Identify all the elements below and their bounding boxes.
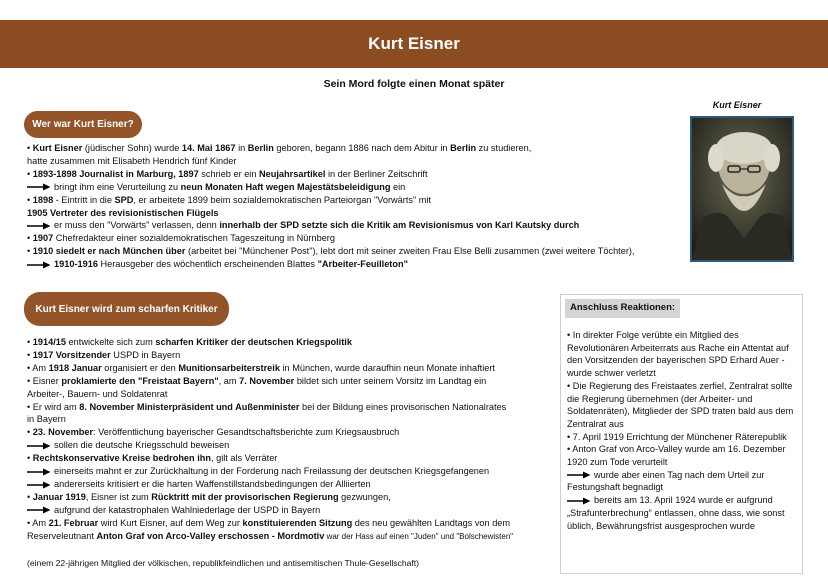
text-fragment: , am: [218, 375, 240, 386]
text-fragment: Berlin: [450, 143, 477, 153]
text-fragment: wurde aber einen Tag nach dem Urteil zur Festungshaft begnadigt: [567, 469, 765, 493]
portrait-caption: Kurt Eisner: [712, 100, 762, 110]
reactions-panel: [560, 294, 803, 574]
text-line: [27, 452, 575, 465]
text-fragment: innerhalb der SPD setzte sich die Kritik am Revisionismus von Karl Kautsky durch: [219, 220, 580, 231]
text-fragment: - Eintritt in die: [53, 194, 115, 205]
text-fragment: , gilt als Verräter: [210, 453, 278, 464]
page-subtitle: Sein Mord folgte einen Monat später: [323, 78, 505, 90]
text-fragment: 21. Februar: [48, 517, 99, 528]
text-fragment: andererseits kritisiert er die harten Waffenstillstandsbedingungen der Alliierten: [54, 478, 371, 489]
reactions-heading: Anschluss Reaktionen:: [565, 299, 680, 318]
text-fragment: , Eisner ist zum: [85, 491, 152, 502]
text-fragment: (jüdischer Sohn) wurde: [82, 143, 182, 153]
text-fragment: scharfen Kritiker der deutschen Kriegspolitik: [155, 337, 352, 347]
portrait-photo: [692, 118, 792, 260]
text-line: [27, 194, 699, 207]
text-line: [567, 469, 797, 494]
text-fragment: • In direkter Folge verübte ein Mitglied des Revolutionären Arbeiterrats aus Rache ein Attentat auf den Vorsitzenden der bayerischen SPD Erhard Auer - wurde schwer verletzt: [567, 330, 789, 379]
text-fragment: • Er wird am: [27, 401, 80, 412]
arrow-right-icon: [27, 222, 51, 230]
text-line: [27, 245, 699, 258]
text-fragment: bei der Bildung eines provisorischen Nationalrates: [299, 401, 507, 412]
text-line: [27, 517, 575, 530]
text-fragment: 1914/15: [32, 337, 66, 347]
text-line: [27, 478, 575, 491]
text-line: [27, 465, 575, 478]
text-fragment: konstituierenden Sitzung: [242, 517, 353, 528]
text-line: [27, 155, 699, 168]
text-fragment: 1907: [32, 233, 54, 244]
text-fragment: • Anton Graf von Arco-Valley wurde am 16. Dezember 1920 zum Tode verurteilt: [567, 444, 786, 468]
text-fragment: Chefredakteur einer sozialdemokratischen Tageszeitung in Nürnberg: [53, 233, 335, 244]
text-fragment: in: [235, 143, 248, 153]
text-fragment: hatte zusammen mit Elisabeth Hendrich fünf Kinder: [27, 155, 237, 166]
text-line: [567, 494, 797, 532]
text-fragment: SPD: [114, 194, 134, 205]
text-fragment: einerseits mahnt er zur Zurückhaltung in der Forderung nach Freilassung der deutschen Kriegsgefangenen: [54, 466, 490, 477]
text-fragment: •: [27, 427, 33, 438]
text-fragment: 1918 Januar: [48, 362, 102, 373]
text-line: [567, 443, 797, 468]
arrow-right-icon: [27, 261, 51, 269]
text-fragment: • 7. April 1919 Errichtung der Münchener Räterepublik: [567, 431, 787, 442]
text-fragment: •: [27, 168, 33, 179]
text-line: [567, 329, 797, 380]
text-line: [27, 349, 575, 362]
section-heading-who: Wer war Kurt Eisner?: [24, 111, 142, 138]
text-fragment: 14. Mai 1867: [181, 143, 236, 153]
text-line: [27, 336, 575, 349]
text-line: [27, 181, 699, 194]
text-fragment: Herausgeber des wöchentlich erscheinenden Blattes: [97, 259, 318, 270]
text-line: [27, 491, 575, 504]
section-who-text: [27, 142, 699, 271]
text-fragment: 1917 Vorsitzender: [32, 349, 111, 360]
text-fragment: in der Berliner Zeitschrift: [325, 168, 428, 179]
text-fragment: Munitionsarbeiterstreik: [178, 362, 280, 373]
text-fragment: er muss den "Vorwärts" verlassen, denn: [54, 220, 220, 231]
text-fragment: : Veröffentlichung bayerischer Gesandtschaftsberichte zum Kriegsausbruch: [93, 427, 400, 438]
text-fragment: •: [27, 491, 33, 502]
text-fragment: war der Hass auf einen "Juden" und "Bolschewisten": [324, 531, 514, 541]
text-fragment: bereits am 13. April 1924 wurde er aufgrund „Strafunterbrechung“ entlassen, ohne dass, wie sonst üblich, Bewährungsfrist ausgesprochen wurde: [567, 495, 785, 531]
text-fragment: in Bayern: [27, 414, 66, 425]
portrait-image: [690, 116, 794, 262]
text-line: [27, 426, 575, 439]
text-line: [27, 413, 575, 426]
text-fragment: bildet sich unter seinem Vorsitz im Landtag ein: [294, 375, 487, 386]
text-fragment: Kurt Eisner: [32, 143, 83, 153]
text-fragment: • Am: [27, 517, 49, 528]
text-fragment: Arbeiter-, Bauern- und Soldatenrat: [27, 388, 168, 399]
text-fragment: Anton Graf von Arco-Valley erschossen -: [96, 530, 278, 541]
text-fragment: 1898: [32, 194, 54, 205]
text-fragment: •: [27, 453, 33, 464]
text-line: [27, 168, 699, 181]
text-line: [27, 258, 699, 271]
arrow-right-icon: [27, 481, 51, 489]
text-fragment: Rücktritt mit der provisorischen Regierung: [151, 491, 339, 502]
text-fragment: • Am: [27, 362, 49, 373]
reactions-text: [567, 329, 797, 532]
text-line: [27, 142, 699, 155]
text-fragment: bringt ihm eine Verurteilung zu: [54, 181, 181, 192]
text-fragment: wird Kurt Eisner, auf dem Weg zur: [98, 517, 243, 528]
text-fragment: •: [27, 194, 33, 205]
text-fragment: geboren, begann 1886 nach dem Abitur in: [273, 143, 451, 153]
text-fragment: , er arbeitete 1899 beim sozialdemokratischen Parteiorgan "Vorwärts" mit: [133, 194, 432, 205]
arrow-right-icon: [567, 497, 591, 505]
text-fragment: 1910-1916: [54, 259, 98, 270]
text-fragment: "Arbeiter-Feuilleton": [317, 259, 408, 270]
text-line: [27, 375, 575, 388]
text-fragment: •: [27, 349, 33, 360]
text-fragment: Januar 1919: [32, 491, 86, 502]
text-line: [27, 504, 575, 517]
text-fragment: USPD in Bayern: [110, 349, 181, 360]
text-fragment: 7. November: [239, 375, 295, 386]
text-fragment: •: [27, 246, 33, 257]
text-fragment: aufgrund der katastrophalen Wahlniederlage der USPD in Bayern: [54, 504, 321, 515]
arrow-right-icon: [567, 471, 591, 479]
text-fragment: Neujahrsartikel: [259, 168, 326, 179]
text-line: [27, 207, 699, 220]
text-fragment: schrieb er ein: [198, 168, 260, 179]
arrow-right-icon: [27, 506, 51, 514]
text-line: [567, 431, 797, 444]
text-fragment: zu studieren,: [476, 143, 532, 153]
text-fragment: • Eisner: [27, 375, 62, 386]
arrow-right-icon: [27, 468, 51, 476]
arrow-right-icon: [27, 183, 51, 191]
text-fragment: 1893-1898 Journalist in Marburg, 1897: [32, 168, 199, 179]
text-fragment: • Die Regierung des Freistaates zerfiel, Zentralrat sollte die Regierung übernehmen (der Arbeiter- und Soldatenräten), Mitglieder der SPD traten bald aus dem Zentralrat aus: [567, 380, 794, 429]
text-fragment: gezwungen,: [338, 491, 391, 502]
title-banner: [0, 20, 828, 68]
text-fragment: 1910 siedelt er nach München über: [32, 246, 186, 257]
text-fragment: 23. November: [32, 427, 94, 438]
text-fragment: des neu gewählten Landtags von dem: [352, 517, 511, 528]
text-fragment: ein: [390, 181, 406, 192]
text-fragment: Reserveleutnant: [27, 530, 97, 541]
text-line: [27, 219, 699, 232]
text-fragment: sollen die deutsche Kriegsschuld beweisen: [54, 440, 230, 451]
text-fragment: proklamierte den "Freistaat Bayern": [61, 375, 219, 386]
footer-note: (einem 22-jährigen Mitglied der völkischen, republikfeindlichen und antisemitischen Thule-Gesellschaft): [27, 558, 420, 568]
text-fragment: (arbeitet bei "Münchener Post"), lebt dort mit seiner zweiten Frau Else Belli zusammen (zwei weitere Töchter),: [185, 246, 635, 257]
text-line: [27, 439, 575, 452]
text-line: [27, 530, 575, 544]
text-fragment: organisiert er den: [101, 362, 179, 373]
text-fragment: •: [27, 143, 33, 153]
section-heading-critic: Kurt Eisner wird zum scharfen Kritiker: [24, 292, 229, 326]
page-title: Kurt Eisner: [368, 34, 460, 53]
text-fragment: in München, wurde daraufhin neun Monate inhaftiert: [279, 362, 495, 373]
section-critic-text: [27, 336, 575, 544]
text-fragment: neun Monaten Haft wegen Majestätsbeleidigung: [180, 181, 391, 192]
text-fragment: entwickelte sich zum: [66, 337, 156, 347]
text-line: [27, 362, 575, 375]
text-line: [567, 380, 797, 431]
arrow-right-icon: [27, 442, 51, 450]
text-fragment: •: [27, 233, 33, 244]
text-fragment: Mordmotiv: [277, 530, 325, 541]
text-fragment: 1905 Vertreter des revisionistischen Flügels: [27, 207, 219, 218]
text-fragment: •: [27, 337, 33, 347]
text-fragment: 8. November Ministerpräsident und Außenminister: [79, 401, 300, 412]
text-line: [27, 388, 575, 401]
text-fragment: Rechtskonservative Kreise bedrohen ihn: [32, 453, 211, 464]
text-fragment: Berlin: [247, 143, 274, 153]
text-line: [27, 401, 575, 414]
text-line: [27, 232, 699, 245]
